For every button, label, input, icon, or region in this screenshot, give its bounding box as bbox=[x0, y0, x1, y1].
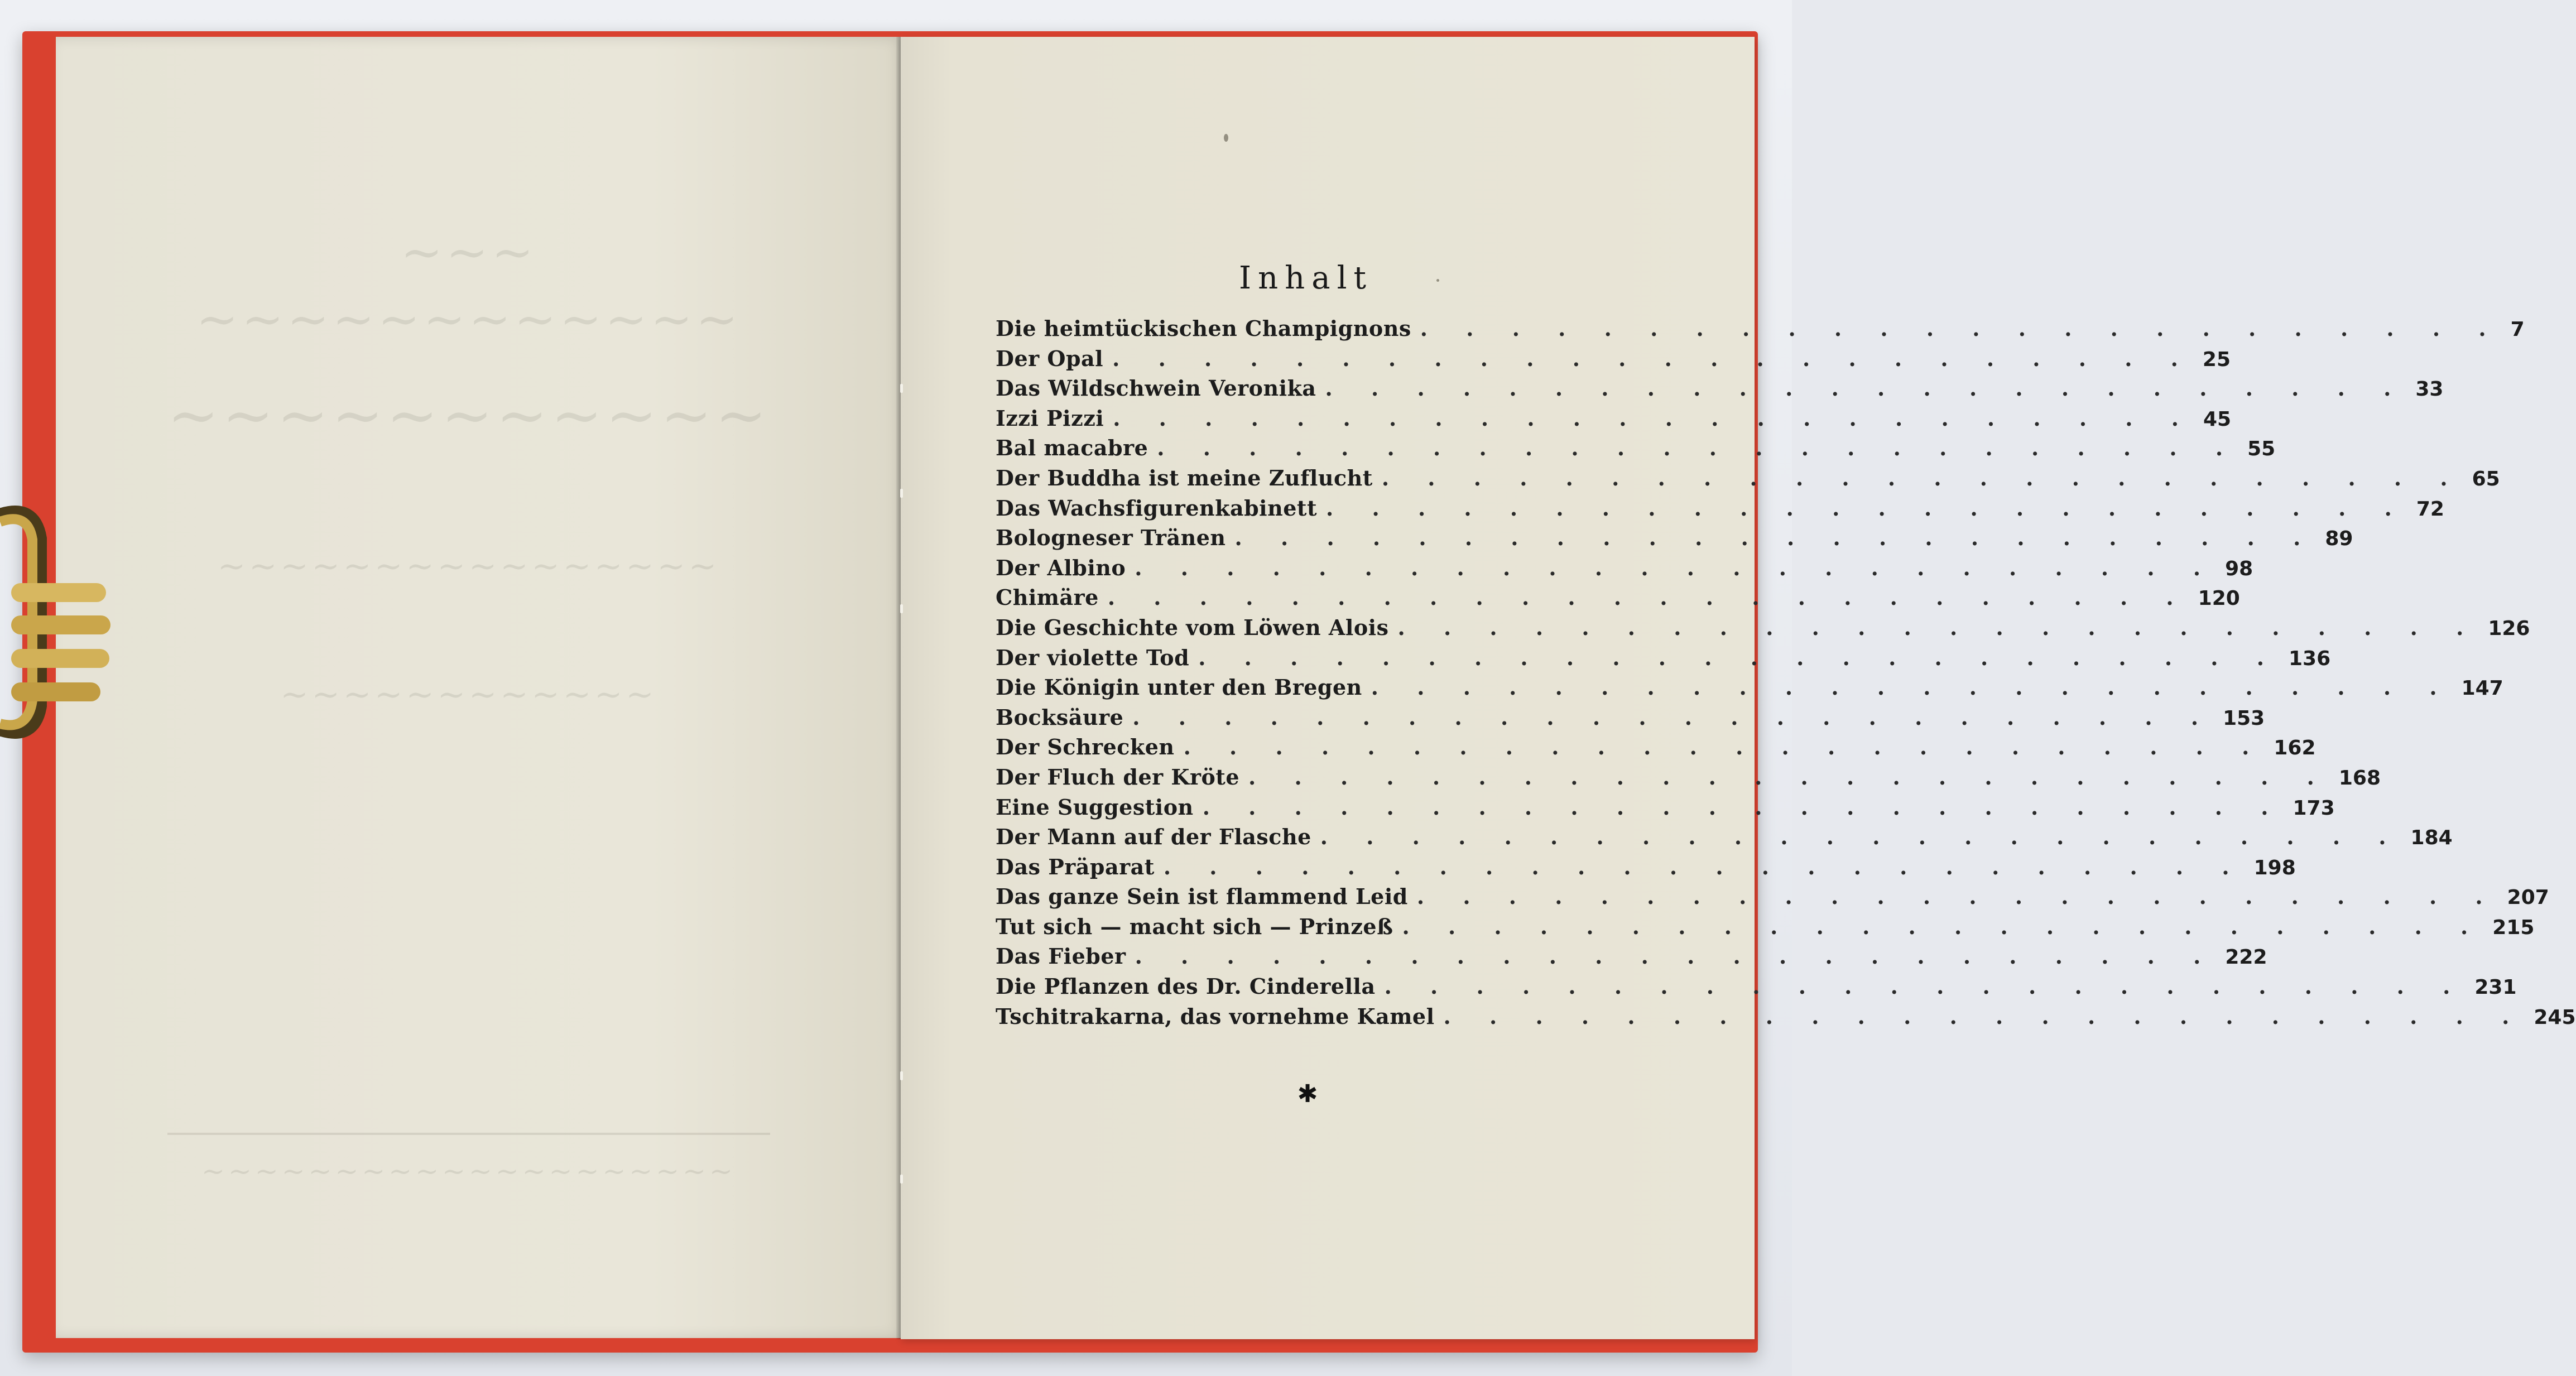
toc-leader-dots: . . . . . . . . . . . . . . . . . . . . . . . . bbox=[1234, 525, 2317, 551]
toc-entry-title: Eine Suggestion bbox=[996, 794, 1194, 820]
toc-entry-page: 184 bbox=[2410, 826, 2453, 850]
toc-entry-title: Bologneser Tränen bbox=[996, 525, 1226, 551]
toc-leader-dots: . . . . . . . . . . . . . . . . . . . . . . . . bbox=[1135, 944, 2217, 969]
toc-entry-page: 173 bbox=[2293, 796, 2335, 820]
toc-leader-dots: . . . . . . . . . . . . . . . . . . . . . . . . bbox=[1325, 376, 2407, 401]
toc-entry bbox=[996, 316, 2525, 346]
toc-entry bbox=[996, 824, 2453, 854]
toc-entry bbox=[996, 704, 2265, 735]
toc-entry-page: 136 bbox=[2289, 647, 2331, 670]
toc-entry-title: Der Buddha ist meine Zuflucht bbox=[996, 465, 1373, 490]
binding-stitch bbox=[900, 1071, 903, 1080]
toc-entry-title: Tut sich — macht sich — Prinzeß bbox=[996, 913, 1393, 939]
paper-speck bbox=[1436, 279, 1439, 282]
toc-entry-title: Der Albino bbox=[996, 555, 1126, 580]
toc-leader-dots: . . . . . . . . . . . . . . . . . . . . . . . . bbox=[1320, 824, 2402, 850]
toc-entry bbox=[996, 675, 2503, 705]
toc-entry-page: 198 bbox=[2253, 856, 2296, 879]
toc-entry bbox=[996, 764, 2381, 795]
toc-entry-page: 168 bbox=[2338, 766, 2381, 790]
toc-leader-dots: . . . . . . . . . . . . . . . . . . . . . . . . bbox=[1163, 854, 2245, 879]
toc-entry-title: Der Fluch der Kröte bbox=[996, 764, 1240, 790]
toc-entry bbox=[996, 884, 2549, 914]
show-through-line: ~~~~~~~~~~~~~~~~~~~~ bbox=[201, 1155, 736, 1187]
toc-entry bbox=[996, 465, 2500, 495]
toc-entry bbox=[996, 913, 2535, 944]
toc-leader-dots: . . . . . . . . . . . . . . . . . . . . . . . . bbox=[1202, 794, 2284, 820]
toc-entry bbox=[996, 435, 2276, 465]
toc-leader-dots: . . . . . . . . . . . . . . . . . . . . . . . . bbox=[1416, 884, 2498, 910]
toc-leader-dots: . . . . . . . . . . . . . . . . . . . . . . . . bbox=[1107, 585, 2189, 610]
toc-entry-title: Izzi Pizzi bbox=[996, 405, 1104, 431]
toc-entry bbox=[996, 644, 2331, 675]
toc-entry-title: Chimäre bbox=[996, 585, 1099, 610]
toc-leader-dots: . . . . . . . . . . . . . . . . . . . . . . . . bbox=[1443, 1003, 2525, 1029]
toc-leader-dots: . . . . . . . . . . . . . . . . . . . . . . . . bbox=[1420, 316, 2502, 341]
binding-stitch bbox=[900, 384, 903, 393]
toc-leader-dots: . . . . . . . . . . . . . . . . . . . . . . . . bbox=[1113, 405, 2194, 431]
toc-leader-dots: . . . . . . . . . . . . . . . . . . . . . . . . bbox=[1384, 974, 2466, 999]
toc-leader-dots: . . . . . . . . . . . . . . . . . . . . . . . . bbox=[1198, 644, 2280, 670]
toc-entry bbox=[996, 794, 2335, 825]
toc-entry-page: 215 bbox=[2492, 916, 2535, 939]
toc-entry-page: 7 bbox=[2510, 318, 2525, 341]
show-through-rule bbox=[167, 1133, 770, 1135]
toc-entry-page: 89 bbox=[2325, 527, 2353, 551]
toc-entry bbox=[996, 1003, 2576, 1034]
toc-entry-page: 98 bbox=[2225, 557, 2253, 580]
toc-entry-title: Der Opal bbox=[996, 345, 1104, 371]
toc-entry bbox=[996, 734, 2316, 764]
toc-entry-page: 120 bbox=[2198, 587, 2240, 610]
toc-entry bbox=[996, 944, 2267, 974]
toc-entry-page: 231 bbox=[2474, 976, 2517, 999]
toc-leader-dots: . . . . . . . . . . . . . . . . . . . . . . . . bbox=[1397, 614, 2479, 640]
toc-entry-title: Der violette Tod bbox=[996, 644, 1190, 670]
show-through-line: ~~~ bbox=[400, 223, 537, 282]
show-through-line: ~~~~~~~~~~~ bbox=[167, 379, 770, 451]
toc-entry-title: Der Mann auf der Flasche bbox=[996, 824, 1311, 850]
show-through-line: ~~~~~~~~~~~~~~~~ bbox=[217, 547, 720, 586]
toc-entry-title: Das Präparat bbox=[996, 854, 1155, 879]
toc-leader-dots: . . . . . . . . . . . . . . . . . . . . . . . . bbox=[1371, 675, 2453, 700]
toc-entry bbox=[996, 555, 2253, 585]
toc-leader-dots: . . . . . . . . . . . . . . . . . . . . . . . . bbox=[1402, 913, 2484, 939]
toc-entry-title: Tschitrakarna, das vornehme Kamel bbox=[996, 1003, 1435, 1029]
toc-entry bbox=[996, 376, 2444, 406]
show-through-line: ~~~~~~~~~~~~ bbox=[280, 675, 657, 714]
toc-entry-page: 153 bbox=[2223, 706, 2265, 730]
toc-entry-page: 25 bbox=[2202, 348, 2231, 371]
paper-speck bbox=[1224, 134, 1228, 142]
toc-entry-page: 207 bbox=[2507, 886, 2549, 910]
toc-entry-page: 65 bbox=[2472, 467, 2500, 490]
page-clip-icon bbox=[0, 505, 112, 739]
toc-entry-title: Das Fieber bbox=[996, 944, 1126, 969]
show-through-line: ~~~~~~~~~~~~ bbox=[196, 290, 742, 349]
toc-entry-page: 55 bbox=[2247, 437, 2276, 461]
toc-entry-title: Die Geschichte vom Löwen Alois bbox=[996, 614, 1389, 640]
toc-entry-page: 162 bbox=[2274, 737, 2316, 760]
toc-entry-page: 33 bbox=[2415, 378, 2444, 401]
toc-leader-dots: . . . . . . . . . . . . . . . . . . . . . . . . bbox=[1157, 435, 2239, 461]
toc-entry-page: 245 bbox=[2534, 1005, 2576, 1029]
binding-stitch bbox=[900, 489, 903, 498]
toc-entry bbox=[996, 585, 2240, 615]
toc-leader-dots: . . . . . . . . . . . . . . . . . . . . . . . . bbox=[1112, 345, 2194, 371]
toc-leader-dots: . . . . . . . . . . . . . . . . . . . . . . . . bbox=[1381, 465, 2463, 490]
toc-leader-dots: . . . . . . . . . . . . . . . . . . . . . . . . bbox=[1326, 495, 2407, 521]
toc-entry bbox=[996, 854, 2296, 884]
toc-leader-dots: . . . . . . . . . . . . . . . . . . . . . . . . bbox=[1248, 764, 2330, 790]
toc-entry-title: Der Schrecken bbox=[996, 734, 1175, 760]
toc-entry-title: Bocksäure bbox=[996, 704, 1124, 730]
toc-entry-title: Bal macabre bbox=[996, 435, 1148, 461]
toc-entry-title: Die Pflanzen des Dr. Cinderella bbox=[996, 974, 1376, 999]
toc-entry bbox=[996, 495, 2444, 526]
toc-leader-dots: . . . . . . . . . . . . . . . . . . . . . . . . bbox=[1183, 734, 2265, 760]
toc-entry-title: Die heimtückischen Champignons bbox=[996, 316, 1411, 341]
toc-entry-page: 45 bbox=[2203, 407, 2232, 431]
toc-entry bbox=[996, 974, 2517, 1004]
asterisk-ornament: ✱ bbox=[1297, 1080, 1318, 1108]
toc-entry-title: Das Wachsfigurenkabinett bbox=[996, 495, 1318, 521]
toc-entry-page: 126 bbox=[2488, 617, 2530, 640]
toc-entry bbox=[996, 405, 2232, 436]
binding-stitch bbox=[900, 604, 903, 613]
toc-entry bbox=[996, 614, 2530, 645]
toc-leader-dots: . . . . . . . . . . . . . . . . . . . . . . . . bbox=[1132, 704, 2214, 730]
toc-entry-page: 222 bbox=[2225, 946, 2267, 969]
toc-entry-page: 147 bbox=[2461, 677, 2503, 700]
toc-leader-dots: . . . . . . . . . . . . . . . . . . . . . . . . bbox=[1135, 555, 2217, 580]
toc-entry-title: Die Königin unter den Bregen bbox=[996, 675, 1362, 700]
binding-stitch bbox=[900, 1175, 903, 1183]
toc-entry-title: Das Wildschwein Veronika bbox=[996, 376, 1316, 401]
table-of-contents bbox=[996, 316, 2576, 1033]
toc-entry-title: Das ganze Sein ist flammend Leid bbox=[996, 884, 1408, 910]
toc-entry bbox=[996, 525, 2353, 555]
toc-entry bbox=[996, 345, 2231, 376]
toc-entry-page: 72 bbox=[2416, 497, 2444, 521]
toc-title: Inhalt bbox=[1238, 260, 1373, 296]
